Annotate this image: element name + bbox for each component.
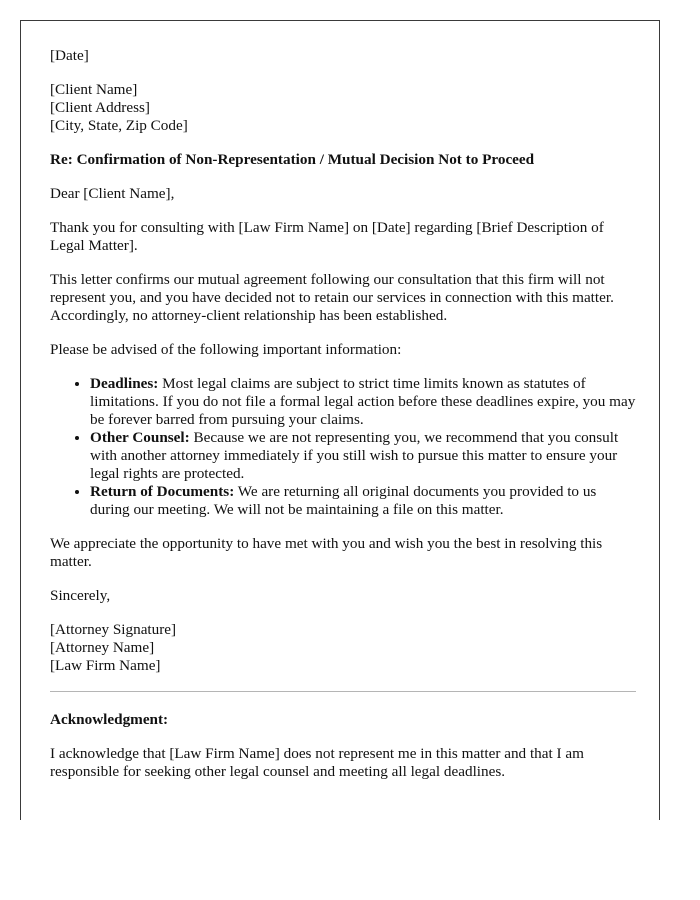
list-item-text: Most legal claims are subject to strict time limits known as statutes of limitations. If you do not file a formal legal action before these deadlines expire, you may be forever barred from pursuing your claims. <box>90 375 636 428</box>
acknowledgment-heading: Acknowledgment: <box>50 711 169 728</box>
salutation: Dear [Client Name], <box>50 185 175 202</box>
paragraph-advisory: Please be advised of the following important information: <box>50 341 402 358</box>
recipient-city-state-zip: [City, State, Zip Code] <box>50 117 188 134</box>
subject-line: Re: Confirmation of Non-Representation / Mutual Decision Not to Proceed <box>50 151 535 168</box>
attorney-signature: [Attorney Signature] <box>50 621 177 638</box>
list-item-term: Return of Documents: <box>90 483 235 500</box>
paragraph-confirmation: This letter confirms our mutual agreement following our consultation that this firm will not represent you, and you have decided not to retain our services in connection with this matter. Accordingly, no attorney-client relationship has been established. <box>50 271 614 324</box>
list-item-other-counsel <box>90 429 636 483</box>
law-firm-name: [Law Firm Name] <box>50 657 161 674</box>
important-info-list <box>50 375 636 519</box>
letter-body <box>50 47 636 797</box>
section-divider <box>50 691 636 692</box>
list-item-deadlines <box>90 375 636 429</box>
recipient-address: [Client Address] <box>50 99 150 116</box>
acknowledgment-text: I acknowledge that [Law Firm Name] does not represent me in this matter and that I am responsible for seeking other legal counsel and meeting all legal deadlines. <box>50 745 584 780</box>
paragraph-intro: Thank you for consulting with [Law Firm Name] on [Date] regarding [Brief Description of Legal Matter]. <box>50 219 604 254</box>
recipient-name: [Client Name] <box>50 81 138 98</box>
letter-page <box>20 20 660 820</box>
list-item-term: Other Counsel: <box>90 429 190 446</box>
list-item-text: Because we are not representing you, we recommend that you consult with another attorney immediately if you still wish to pursue this matter to ensure your legal rights are protected. <box>90 429 619 482</box>
list-item-term: Deadlines: <box>90 375 159 392</box>
recipient-block <box>50 81 636 135</box>
list-item-return-of-documents <box>90 483 636 519</box>
attorney-name: [Attorney Name] <box>50 639 155 656</box>
letter-date: [Date] <box>50 47 89 64</box>
signature-block <box>50 621 636 675</box>
closing: Sincerely, <box>50 587 111 604</box>
list-item-text: We are returning all original documents you provided to us during our meeting. We will not be maintaining a file on this matter. <box>90 483 597 518</box>
paragraph-closing: We appreciate the opportunity to have met with you and wish you the best in resolving this matter. <box>50 535 603 570</box>
